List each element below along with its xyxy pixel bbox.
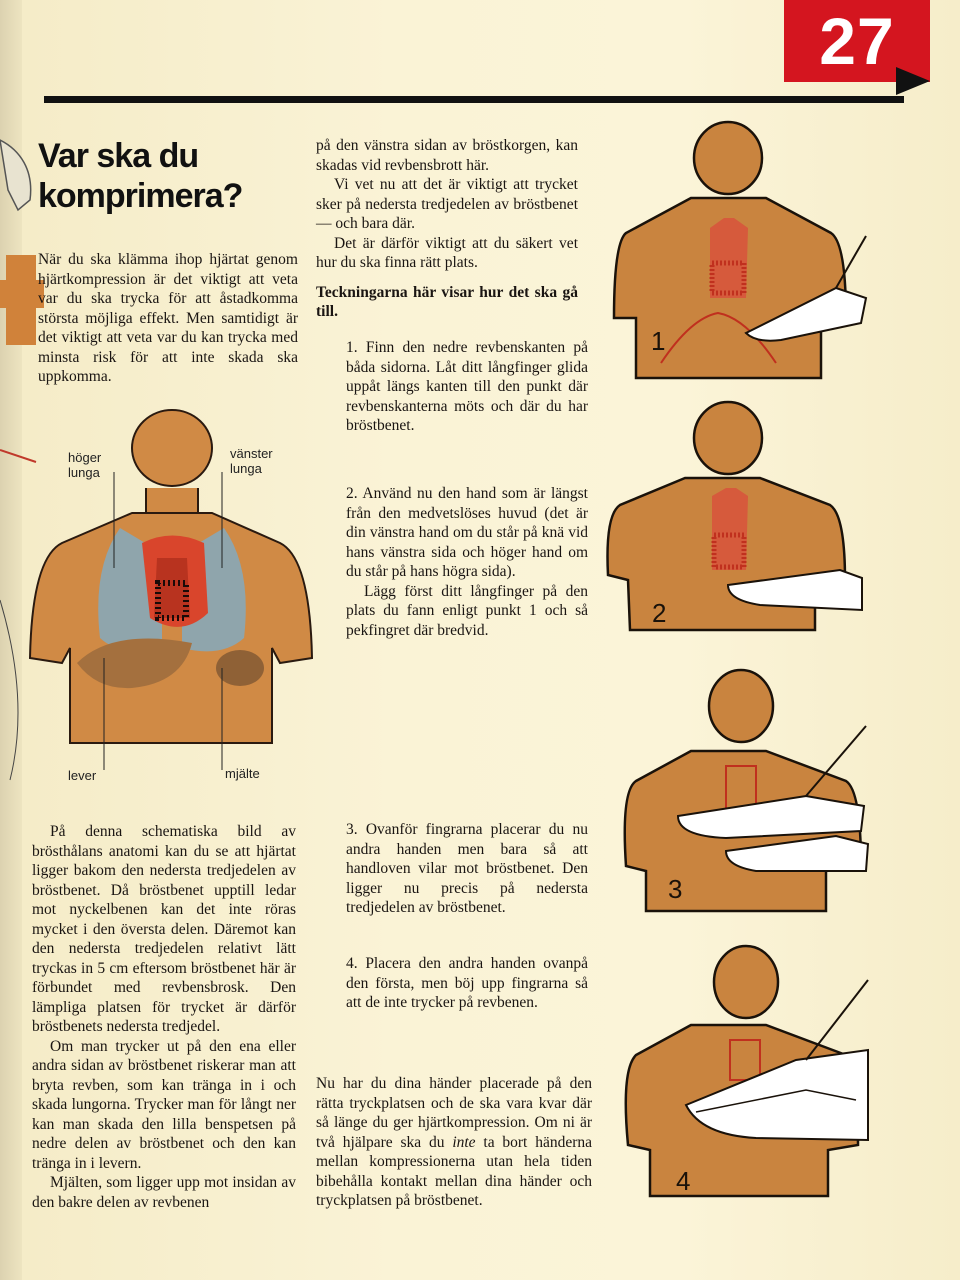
figure-2-number: 2 (652, 598, 667, 628)
header-rule (44, 96, 904, 103)
steps-subheading: Teckningarna här visar hur det ska gå till. (316, 283, 578, 320)
closing-text-a: Nu har du dina händer placerade på den rätta tryckplatsen och de ska vara kvar där så länge du ger hjärtkompression. Om ni är två hjälpare ska du (316, 1075, 592, 1151)
closing-paragraph (316, 1074, 592, 1211)
right-lung-label: höger lunga (68, 450, 102, 480)
step-3 (346, 820, 588, 918)
step-4 (346, 954, 588, 1013)
figure-4-number: 4 (676, 1166, 691, 1196)
spleen-paragraph: Mjälten, som ligger upp mot insidan av den bakre delen av revbenen (32, 1174, 296, 1211)
step-2-text: 2. Använd nu den hand som är längst från den medvetslöses huvud (det är din vänstra hand om du står på knä vid hans vänstra sida och höger hand om du står på hans högra sida). (346, 485, 588, 580)
middle-paragraph-2: Vi vet nu att det är viktigt att trycket sker på nedersta tredjedelen av bröstbenet — och bara där. (316, 176, 578, 232)
continued-text: på den vänstra sidan av bröstkorgen, kan skadas vid revbensbrott här. (316, 137, 578, 174)
step-2 (346, 484, 588, 640)
figure-3 (606, 666, 876, 916)
middle-paragraph-3: Det är därför viktigt att du säkert vet hur du ska finna rätt plats. (316, 234, 578, 271)
figure-2 (600, 400, 870, 650)
middle-column-top (316, 136, 578, 322)
closing-text-b: ta bort händerna mellan kompressionerna utan hela tiden bibehålla kontakt mellan dina händer och tryckplatsen på bröstbenet. (316, 1133, 592, 1209)
figure-3-number: 3 (668, 874, 683, 904)
figure-1 (606, 118, 876, 388)
anatomy-paragraph: På denna schematiska bild av brösthålans anatomi kan du se att hjärtat ligger bakom den nedersta tredjedelen av bröstbenet. Då bröstbenet upptill ledar mot nyckelbenen kan det inte röras mycket i den översta delen. Däremot kan den nedersta tredjedelen relativt lätt tryckas in 5 cm eftersom bröstbenet här är förbundet med revbensbrosk. Den lämpliga platsen för trycket är därför bröstbenets nedersta tredjedel. (32, 823, 296, 1035)
step-1 (346, 338, 588, 436)
left-lung-label: vänster lunga (230, 446, 273, 476)
page-heading: Var ska du komprimera? (38, 137, 243, 215)
liver-label: lever (68, 768, 97, 783)
page-number: 27 (819, 4, 895, 78)
risk-paragraph: Om man trycker ut på den ena eller andra sidan av bröstbenet riskerar man att bryta revben, som kan tränga in i och skada lungorna. Trycker man för långt ner kan man skada den lilla benspetsen på nedre delen av bröstbenet och den kan tränga in i levern. (32, 1037, 296, 1172)
spleen-label: mjälte (225, 766, 260, 781)
header-arrow (896, 67, 930, 95)
closing-emphasis: inte (452, 1133, 476, 1151)
step-2b-text: Lägg först ditt långfinger på den plats du fann enligt punkt 1 och så pekfingret där bredvid. (346, 582, 588, 639)
figure-1-number: 1 (651, 326, 666, 356)
intro-text: När du ska klämma ihop hjärtat genom hjärtkompression är det viktigt att veta var du ska trycka för att åstadkomma största möjliga effekt. Men samtidigt är det viktigt att veta var du kan trycka med minsta risk för att inte skada ska uppkomma. (38, 251, 298, 385)
step-4-text: 4. Placera den andra handen ovanpå den första, men böj upp fingrarna så att de inte trycker på revbenen. (346, 955, 588, 1011)
intro-paragraph (38, 250, 298, 387)
left-column-text (32, 822, 296, 1212)
step-1-text: 1. Finn den nedre revbenskanten på båda sidorna. Låt ditt långfinger glida uppåt längs kanten till den punkt där revbenskanterna möts och där du har bröstbenet. (346, 339, 588, 434)
step-3-text: 3. Ovanför fingrarna placerar du nu andra handen men bara så att handloven vilar mot bröstbenet. Den ligger nu precis på nedersta tredjedelen av bröstbenet. (346, 821, 588, 916)
figure-4 (606, 940, 876, 1200)
